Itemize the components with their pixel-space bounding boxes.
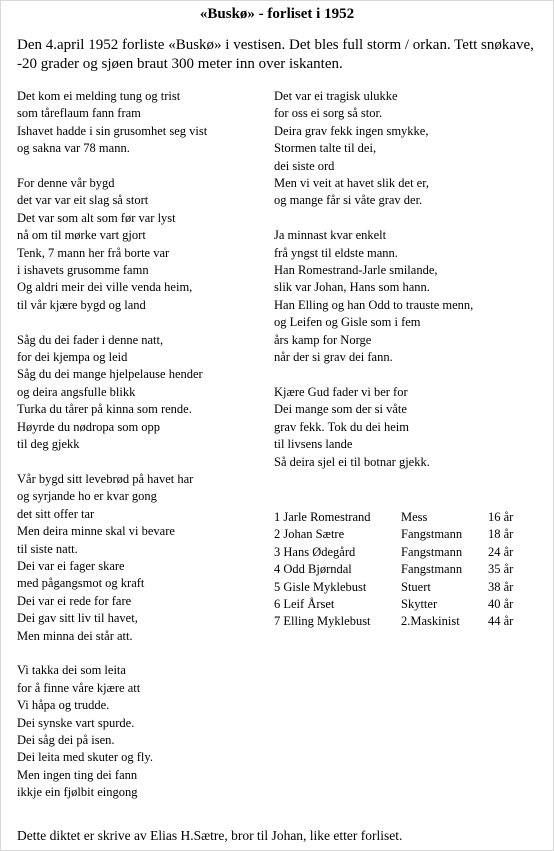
author-note: Dette diktet er skrive av Elias H.Sætre, bror til Johan, like etter forliset. — [17, 828, 403, 843]
poem-line: Kjære Gud fader vi ber for — [274, 384, 408, 399]
poem-line: Dei såg dei på isen. — [17, 732, 115, 747]
poem-line: Såg du dei fader i denne natt, — [17, 332, 164, 347]
poem-line: og sakna var 78 mann. — [17, 141, 130, 156]
poem-stanza — [274, 384, 534, 471]
poem-line: Så deira sjel ei til botnar gjekk. — [274, 454, 430, 469]
poem-line: Men vi veit at havet slik det er, — [274, 176, 430, 191]
crew-role: Fangstmann — [401, 562, 463, 577]
poem-line: til deg gjekk — [17, 437, 80, 452]
poem-line: og deira angsfulle blikk — [17, 384, 136, 399]
poem-line: Stormen talte til dei, — [274, 141, 377, 156]
poem-line: det sitt offer tar — [17, 506, 95, 521]
poem-stanza — [17, 88, 262, 158]
poem-line: Dei var ei rede for fare — [17, 593, 132, 608]
crew-age: 16 år — [488, 510, 514, 524]
poem-stanza — [274, 227, 534, 366]
poem-line: Dei leita med skuter og fly. — [17, 750, 153, 765]
poem-line: nå om til mørke vart gjort — [17, 228, 146, 243]
poem-line: års kamp for Norge — [274, 332, 372, 347]
poem-line: Høyrde du nødropa som opp — [17, 419, 161, 434]
poem-line: For denne vår bygd — [17, 176, 115, 191]
poem-line: og mange får si våte grav der. — [274, 193, 423, 208]
poem-line: når der si grav dei fann. — [274, 350, 393, 365]
poem-line: for å finne våre kjære att — [17, 680, 141, 695]
poem-line: Ja minnast kvar enkelt — [274, 228, 387, 243]
poem-stanza — [17, 471, 262, 645]
poem-line: Turka du tårer på kinna som rende. — [17, 402, 192, 417]
poem-line: ikkje ein fjølbit eingong — [17, 785, 138, 800]
crew-name: 7 Elling Myklebust — [274, 614, 371, 629]
poem-right-column — [274, 88, 534, 488]
poem-line: Dei synske vart spurde. — [17, 715, 135, 730]
poem-line: det var var eit slag så stort — [17, 193, 149, 208]
poem-line: Det var ei tragisk ulukke — [274, 89, 398, 103]
poem-line: og syrjande ho er kvar gong — [17, 489, 157, 504]
poem-line: frå yngst til eldste mann. — [274, 245, 398, 260]
poem-line: Dei gav sitt liv til havet, — [17, 611, 138, 626]
poem-line: til livsens lande — [274, 437, 353, 452]
poem-line: i ishavets grusomme famn — [17, 263, 149, 278]
poem-line: Vi takka dei som leita — [17, 663, 126, 678]
poem-line: Men ingen ting dei fann — [17, 767, 138, 782]
crew-name: 5 Gisle Myklebust — [274, 579, 367, 594]
poem-line: Det var som alt som før var lyst — [17, 210, 176, 225]
poem-line: Såg du dei mange hjelpelause hender — [17, 367, 203, 382]
poem-stanza — [17, 332, 262, 454]
poem-stanza — [17, 175, 262, 314]
crew-role: Mess — [401, 510, 428, 524]
crew-age: 40 år — [488, 596, 514, 611]
crew-age: 44 år — [488, 614, 514, 629]
poem-line: Og aldri meir dei ville venda heim, — [17, 280, 193, 295]
intro-paragraph: Den 4.april 1952 forliste «Buskø» i vestisen. Det bles full storm / orkan. Tett snøkave, -20 grader og sjøen braut 300 meter inn over iskanten. — [17, 37, 534, 72]
poem-line: med pågangsmot og kraft — [17, 576, 145, 591]
poem-line: Han Romestrand-Jarle smilande, — [274, 263, 438, 278]
poem-line: grav fekk. Tok du dei heim — [274, 419, 409, 434]
poem-line: Han Elling og han Odd to trauste menn, — [274, 297, 474, 312]
poem-line: Men minna dei står att. — [17, 628, 133, 643]
crew-age: 18 år — [488, 527, 514, 542]
poem-stanza — [17, 662, 262, 801]
poem-line: som tåreflaum fann fram — [17, 106, 141, 121]
poem-line: Deira grav fekk ingen smykke, — [274, 123, 429, 138]
poem-line: dei siste ord — [274, 158, 335, 173]
poem-line: Dei var ei fager skare — [17, 558, 125, 573]
poem-line: slik var Johan, Hans som hann. — [274, 280, 430, 295]
crew-name: 2 Johan Sætre — [274, 527, 345, 542]
poem-line: Men deira minne skal vi bevare — [17, 524, 175, 539]
poem-line: til siste natt. — [17, 541, 78, 556]
page-title: «Buskø» - forliset i 1952 — [199, 6, 355, 22]
poem-line: for dei kjempa og leid — [17, 350, 128, 365]
poem-line: Tenk, 7 mann her frå borte var — [17, 245, 170, 260]
crew-role: 2.Maskinist — [401, 614, 460, 629]
poem-line: og Leifen og Gisle som i fem — [274, 315, 421, 330]
crew-role: Skytter — [401, 596, 438, 611]
poem-line: Vår bygd sitt levebrød på havet har — [17, 471, 194, 486]
crew-name: 6 Leif Årset — [274, 596, 335, 611]
poem-line: Det kom ei melding tung og trist — [17, 89, 181, 103]
poem-line: Ishavet hadde i sin grusomhet seg vist — [17, 123, 208, 138]
crew-age: 38 år — [488, 579, 514, 594]
crew-name: 3 Hans Ødegård — [274, 544, 356, 559]
poem-line: Dei mange som der si våte — [274, 402, 407, 417]
poem-stanza — [274, 88, 534, 210]
poem-line: for oss ei sorg så stor. — [274, 106, 383, 121]
crew-age: 24 år — [488, 544, 514, 559]
crew-name: 1 Jarle Romestrand — [274, 510, 371, 524]
crew-role: Fangstmann — [401, 544, 463, 559]
crew-role: Stuert — [401, 579, 431, 594]
poem-line: Vi håpa og trudde. — [17, 698, 110, 713]
poem-line: til vår kjære bygd og land — [17, 297, 146, 312]
crew-age: 35 år — [488, 562, 514, 577]
poem-left-column — [17, 88, 262, 819]
crew-name: 4 Odd Bjørndal — [274, 562, 352, 577]
crew-role: Fangstmann — [401, 527, 463, 542]
